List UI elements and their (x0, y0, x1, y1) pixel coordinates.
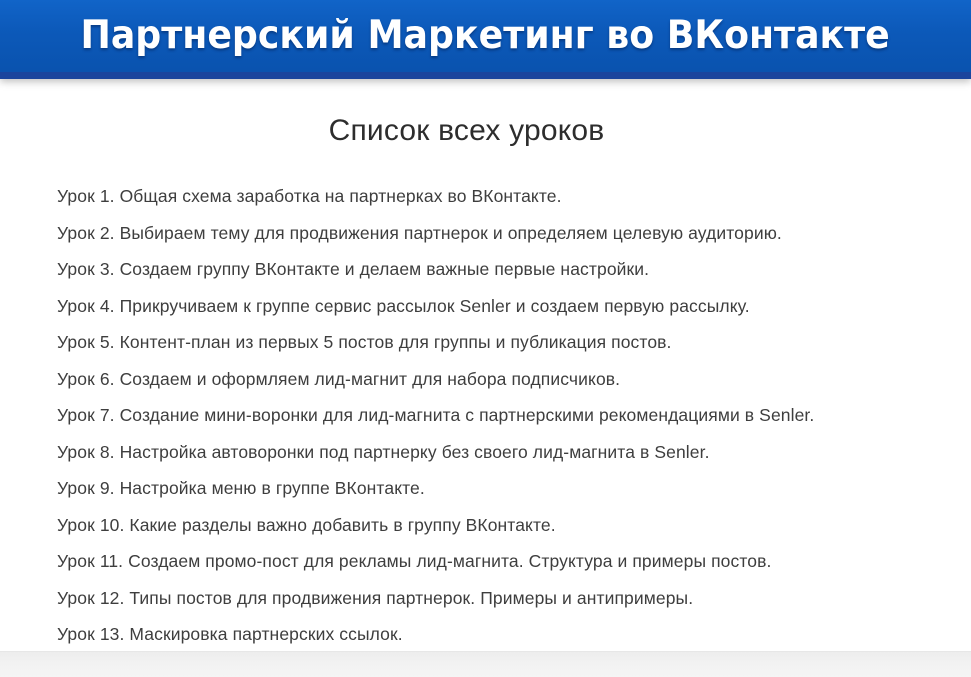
lesson-item: Урок 8. Настройка автоворонки под партнерку без своего лид-магнита в Senler. (57, 441, 710, 462)
lesson-item: Урок 6. Создаем и оформляем лид-магнит для набора подписчиков. (57, 368, 621, 389)
course-title (0, 13, 971, 60)
lesson-item: Урок 5. Контент-план из первых 5 постов для группы и публикация постов. (57, 332, 672, 352)
lesson-item: Урок 13. Маскировка партнерских ссылок. (57, 624, 403, 644)
lesson-item: Урок 12. Типы постов для продвижения партнерок. Примеры и антипримеры. (57, 587, 694, 608)
footer-band (0, 651, 971, 677)
lessons-subtitle: Список всех уроков (328, 114, 605, 147)
lesson-list (57, 178, 947, 653)
lesson-item: Урок 7. Создание мини-воронки для лид-магнита с партнерскими рекомендациями в Senler. (57, 405, 815, 425)
header-banner (0, 0, 971, 79)
lesson-item: Урок 2. Выбираем тему для продвижения партнерок и определяем целевую аудиторию. (57, 222, 782, 243)
lesson-item: Урок 11. Создаем промо-пост для рекламы лид-магнита. Структура и примеры постов. (57, 551, 772, 571)
lesson-item: Урок 10. Какие разделы важно добавить в группу ВКонтакте. (57, 514, 556, 535)
lesson-item: Урок 9. Настройка меню в группе ВКонтакте. (57, 478, 425, 498)
lesson-item: Урок 1. Общая схема заработка на партнерках во ВКонтакте. (57, 186, 562, 206)
lesson-item: Урок 4. Прикручиваем к группе сервис рассылок Senler и создаем первую рассылку. (57, 295, 750, 316)
course-title-text: Партнерский Маркетинг во ВКонтакте (80, 13, 891, 58)
lesson-item: Урок 3. Создаем группу ВКонтакте и делаем важные первые настройки. (57, 259, 650, 279)
